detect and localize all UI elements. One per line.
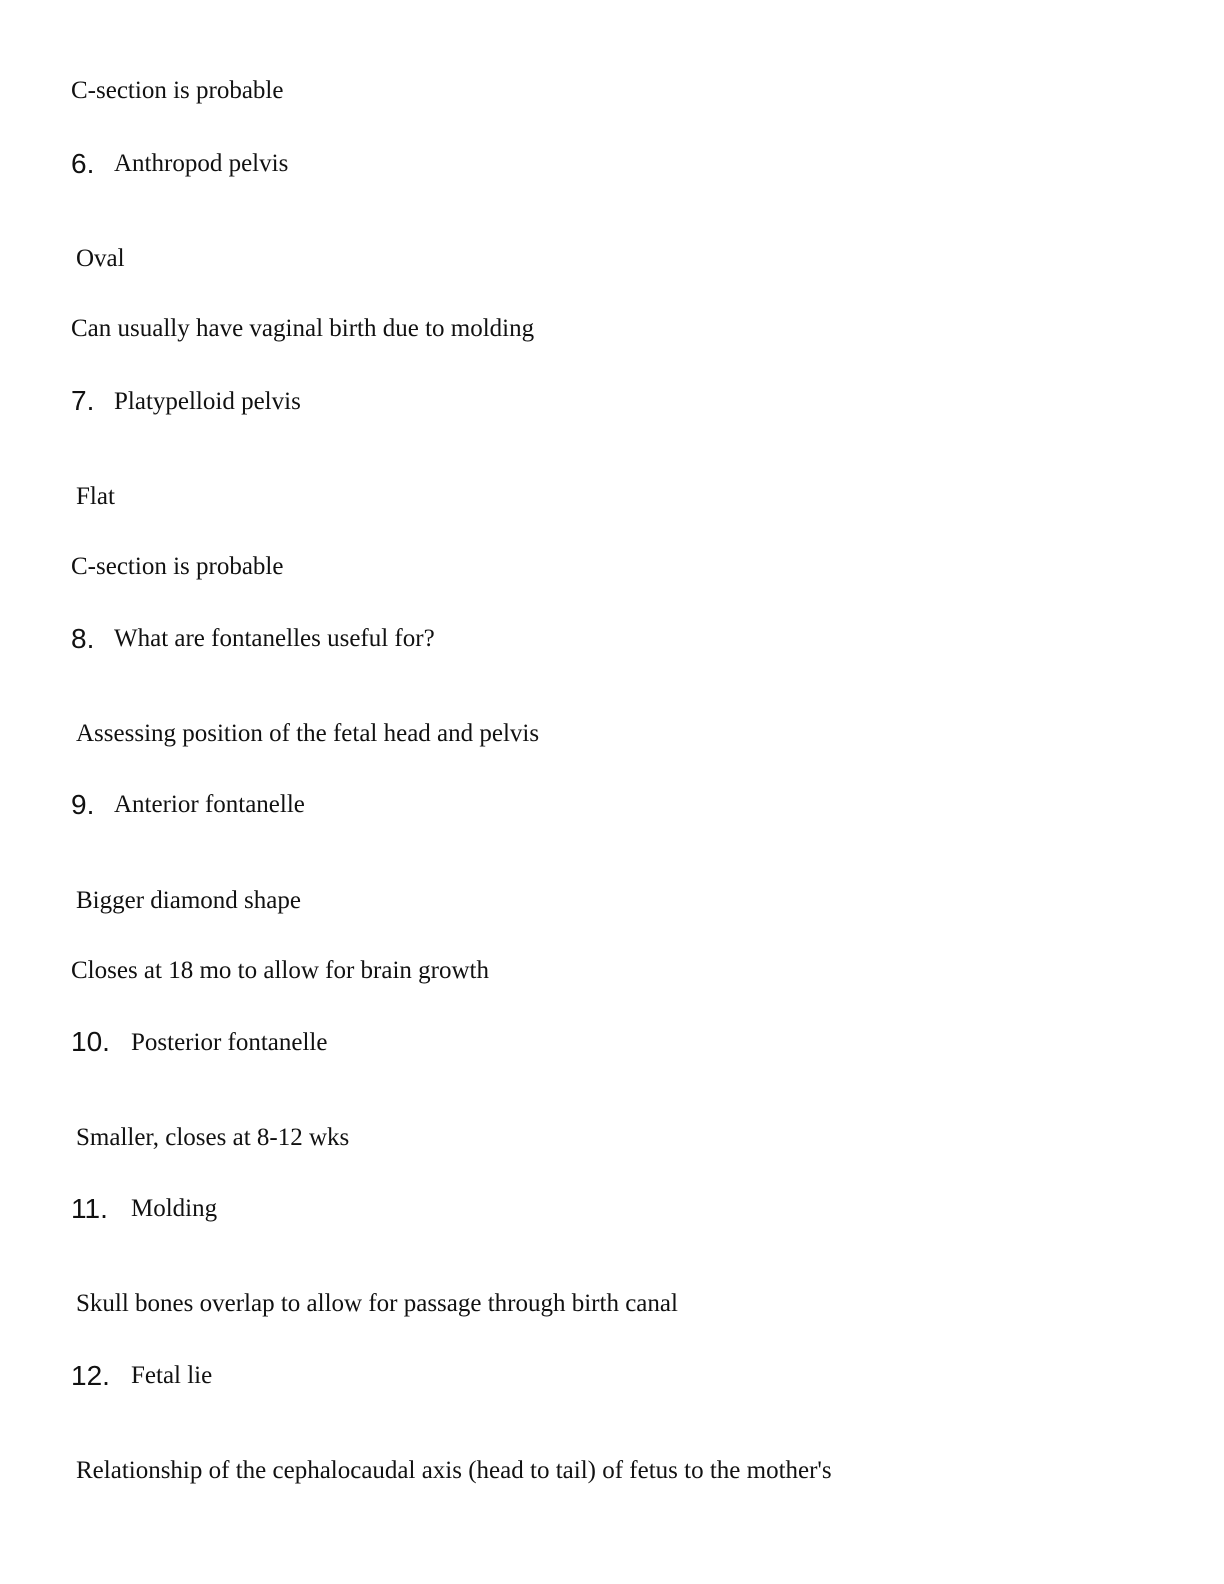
- question-number: 12.: [71, 1360, 110, 1391]
- question-number: 6.: [71, 148, 95, 179]
- answer-line: Skull bones overlap to allow for passage through birth canal: [76, 1290, 678, 1317]
- question-number: 8.: [71, 623, 95, 654]
- question-number: 9.: [71, 789, 95, 820]
- question-term: Platypelloid pelvis: [114, 388, 301, 415]
- answer-line: C-section is probable: [71, 553, 284, 580]
- question-term: Anterior fontanelle: [114, 791, 305, 818]
- answer-line: Bigger diamond shape: [76, 887, 301, 914]
- question-number: 11.: [71, 1193, 108, 1224]
- answer-line: Closes at 18 mo to allow for brain growth: [71, 957, 489, 984]
- answer-line: Oval: [76, 245, 125, 272]
- question-term: Molding: [131, 1195, 218, 1222]
- question-term: Posterior fontanelle: [131, 1029, 328, 1056]
- question-term: Anthropod pelvis: [114, 150, 289, 177]
- question-term: Fetal lie: [131, 1362, 213, 1389]
- answer-line: Relationship of the cephalocaudal axis (head to tail) of fetus to the mother's: [76, 1457, 832, 1484]
- answer-line: Flat: [76, 483, 115, 510]
- question-term: What are fontanelles useful for?: [114, 625, 435, 652]
- answer-line: Assessing position of the fetal head and pelvis: [76, 720, 540, 747]
- answer-line: Can usually have vaginal birth due to molding: [71, 315, 535, 342]
- answer-line: Smaller, closes at 8-12 wks: [76, 1124, 350, 1151]
- question-number: 10.: [71, 1026, 110, 1057]
- answer-line: C-section is probable: [71, 77, 284, 104]
- question-number: 7.: [71, 385, 95, 416]
